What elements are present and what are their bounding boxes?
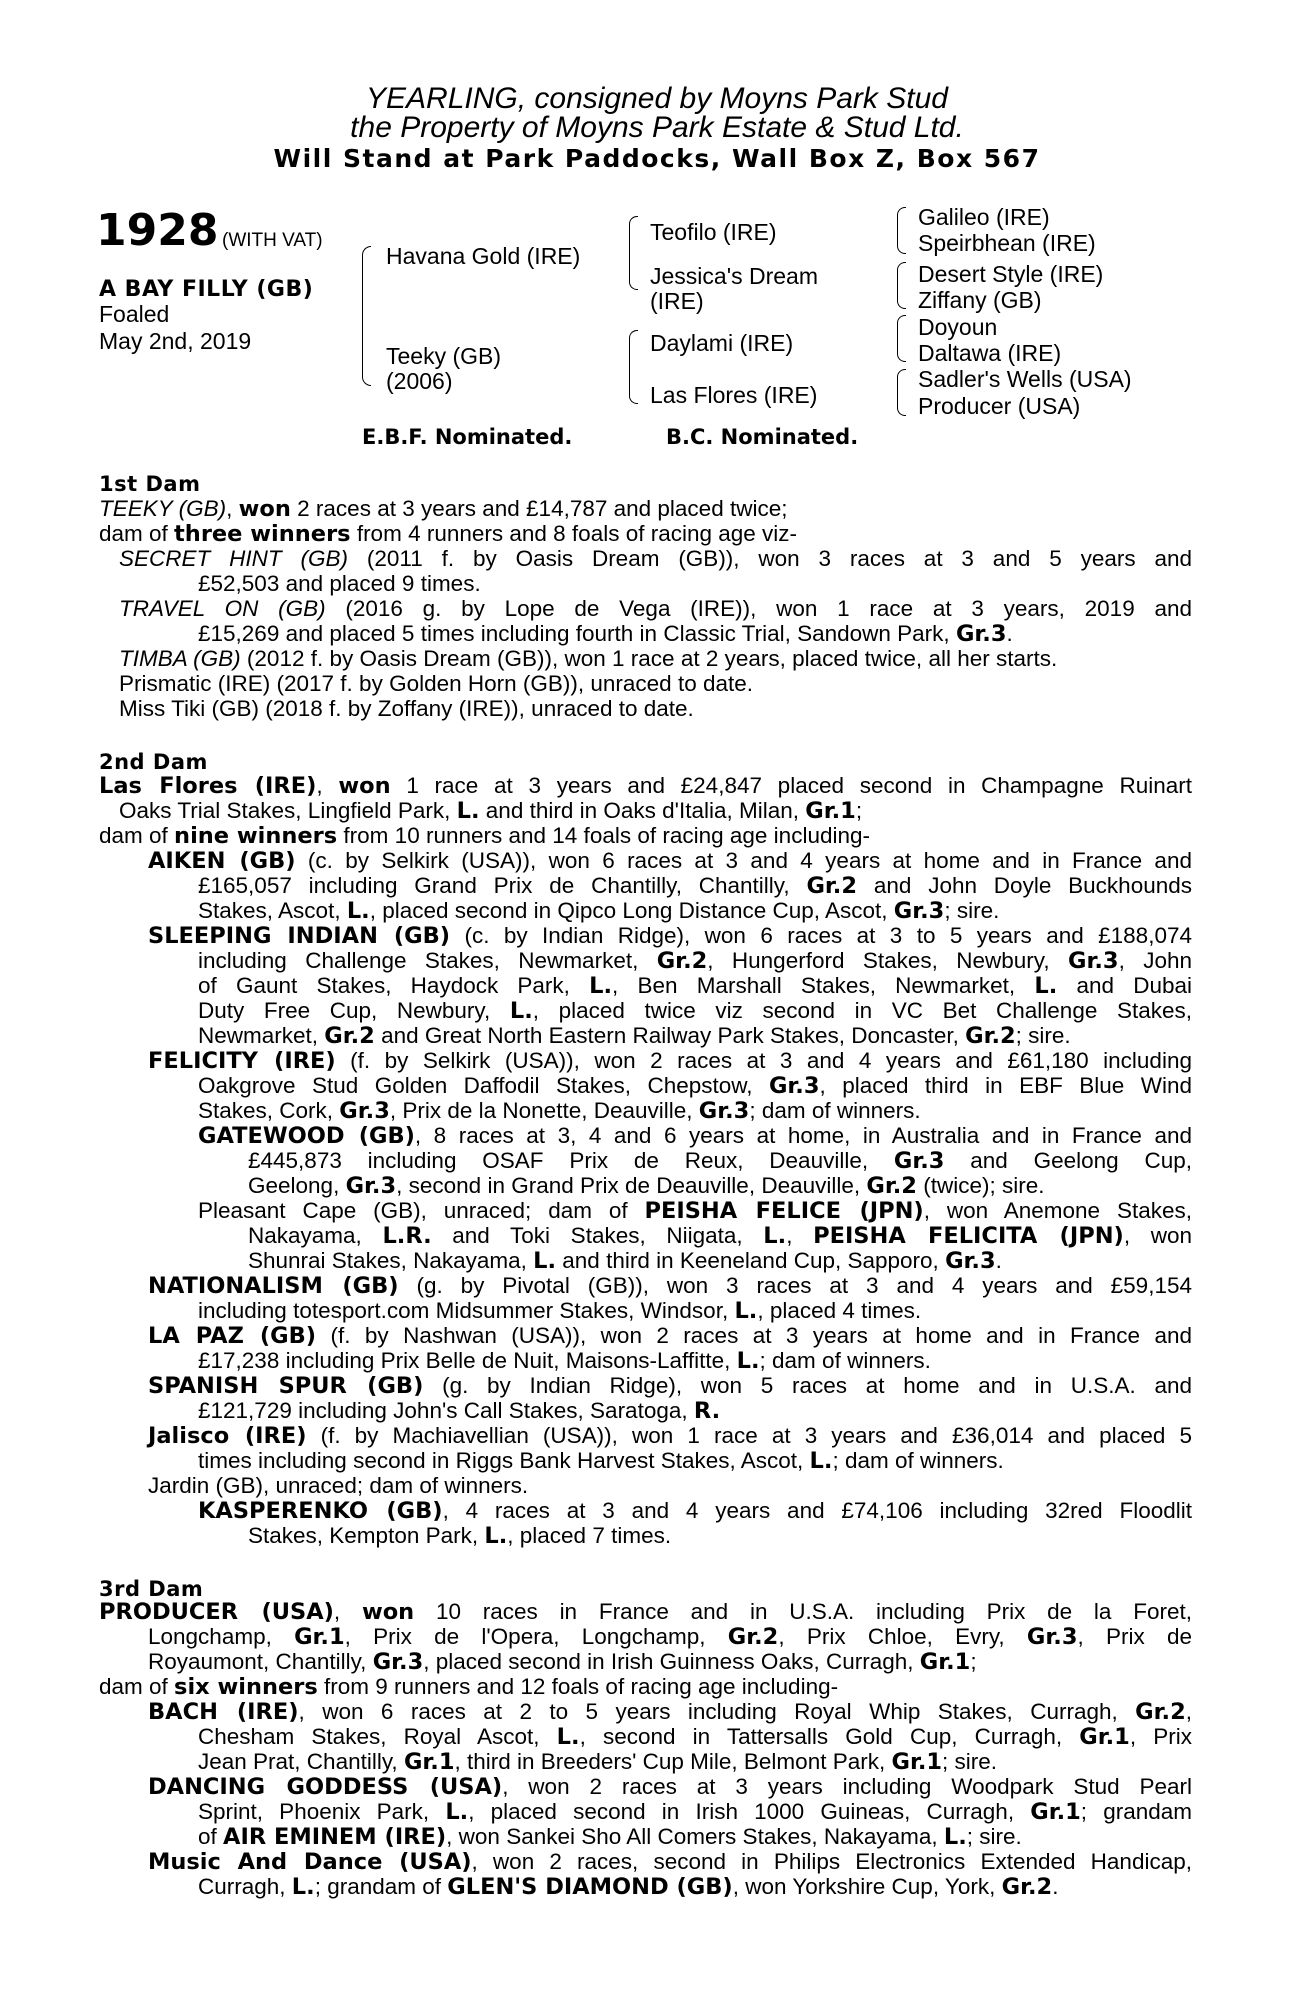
text-line [198,1498,1192,1524]
text-segment: Jardin (GB), unraced; dam of winners. [148,1473,529,1498]
text-line [148,1649,1192,1675]
text-segment: , second in Grand Prix de Deauville, Deauville, [396,1173,867,1198]
text-segment: from 4 runners and 8 foals of racing age viz- [350,521,798,546]
text-line [99,521,1192,547]
text-segment: , 8 races at 3, 4 and 6 years at home, in Australia and in France and [414,1123,1192,1148]
text-segment: , won Yorkshire Cup, York, [732,1874,1002,1899]
text-segment: . [995,1248,1002,1273]
text-segment: Stakes, Cork, [198,1098,340,1123]
text-segment: Gr.3 [1026,1624,1078,1650]
text-segment: L. [484,1523,508,1549]
text-line [198,873,1192,899]
text-segment: ; sire. [942,1749,998,1774]
text-line [99,773,1192,799]
text-segment: Duty Free Cup, Newbury, [198,998,510,1023]
text-line [119,696,1192,721]
property-line: the Property of Moyns Park Estate & Stud Ltd. [350,111,964,144]
text-segment: and Great North Eastern Railway Park Stakes, Doncaster, [374,1023,966,1048]
text-segment: Gr.3 [339,1098,390,1124]
text-segment: KASPERENKO (GB) [198,1498,443,1524]
dss-name: Doyoun [918,314,998,340]
pedigree-brace [897,315,906,362]
text-line [198,1073,1192,1099]
text-segment: ; grandam [1080,1799,1193,1824]
text-line [148,1048,1192,1074]
text-line [99,496,1192,522]
text-line [198,998,1192,1024]
text-segment: L. [346,898,370,924]
text-segment: and third in Keeneland Cup, Sapporo, [556,1248,946,1273]
text-segment: Music And Dance (USA) [148,1849,472,1875]
text-segment: ; sire. [1015,1023,1071,1048]
text-segment: , [226,496,239,521]
text-segment: ; [855,798,863,823]
text-segment: , placed second in Qipco Long Distance Cup, Ascot, [369,898,894,923]
bc-nominated: B.C. Nominated. [666,425,859,449]
text-segment: Gr.2 [1135,1699,1186,1725]
text-segment: ; dam of winners. [749,1098,921,1123]
text-segment: Pleasant Cape (GB), unraced; dam of [198,1198,645,1223]
text-segment: six winners [174,1674,318,1700]
dam-dam-name: Las Flores (IRE) [650,382,818,408]
text-line [119,646,1192,671]
text-line [148,1423,1192,1449]
text-segment: , won Anemone Stakes, [923,1198,1192,1223]
text-segment: Nakayama, [248,1223,383,1248]
text-segment: dam of [99,1674,175,1699]
text-segment: , Prix Chloe, Evry, [778,1624,1027,1649]
text-segment: NATIONALISM (GB) [148,1273,399,1299]
text-segment: and Dubai [1057,973,1192,998]
text-line [148,1699,1192,1725]
sire-dam-name: Jessica's Dream [650,263,818,289]
text-segment: TRAVEL ON (GB) [119,596,326,621]
text-segment: L. [736,1348,760,1374]
text-segment: £165,057 including Grand Prix de Chantilly, Chantilly, [198,873,807,898]
text-segment: LA PAZ (GB) [148,1323,317,1349]
text-segment: (2016 g. by Lope de Vega (IRE)), won 1 race at 3 years, 2019 and [325,596,1192,621]
text-segment: Oakgrove Stud Golden Daffodil Stakes, Chepstow, [198,1073,769,1098]
text-segment: , placed third in EBF Blue Wind [819,1073,1192,1098]
text-segment: Gr.2 [866,1173,917,1199]
text-line [99,823,1192,849]
text-segment: Gr.2 [965,1023,1016,1049]
text-segment: (f. by Machiavellian (USA)), won 1 race at 3 years and £36,014 and placed 5 [306,1423,1192,1448]
ddd-name: Producer (USA) [918,393,1081,419]
foaled-label: Foaled [99,301,170,327]
text-segment: Gr.3 [698,1098,750,1124]
text-segment: , Hungerford Stakes, Newbury, [707,948,1069,973]
dam-sire-name: Daylami (IRE) [650,330,794,356]
text-segment: L. [1034,973,1058,999]
text-line [198,1398,1192,1424]
text-segment: Gr.1 [919,1649,971,1675]
text-segment: Jalisco (IRE) [148,1423,307,1449]
text-segment: ; dam of winners. [759,1348,931,1373]
text-segment: and third in Oaks d'Italia, Milan, [479,798,806,823]
text-segment: , placed second in Irish 1000 Guineas, Curragh, [468,1799,1031,1824]
text-segment: and John Doyle Buckhounds [857,873,1192,898]
text-segment: L.R. [382,1223,432,1249]
text-segment: Chesham Stakes, Royal Ascot, [198,1724,557,1749]
text-segment: Stakes, Ascot, [198,898,347,923]
text-line [148,1849,1192,1875]
text-line [198,898,1192,924]
text-segment: L. [589,973,613,999]
text-line [148,1473,1192,1498]
text-segment: L. [533,1248,557,1274]
text-segment: Stakes, Kempton Park, [248,1523,485,1548]
consignor-line: YEARLING, consigned by Moyns Park Stud [366,82,948,115]
text-segment: , John [1118,948,1192,973]
text-line [248,1173,1192,1199]
text-segment: . [1006,621,1013,646]
ssd-name: Speirbhean (IRE) [918,230,1096,256]
text-line [148,1323,1192,1349]
text-line [119,546,1192,571]
text-segment: , 4 races at 3 and 4 years and £74,106 including 32red Floodlit [442,1498,1192,1523]
text-segment: Gr.3 [893,898,945,924]
text-segment: 2 races at 3 years and £14,787 and placed twice; [290,496,788,521]
text-segment: Longchamp, [148,1624,295,1649]
sdd-name: Ziffany (GB) [918,287,1042,313]
text-segment: PRODUCER (USA) [99,1599,334,1625]
text-segment: L. [809,1448,833,1474]
text-segment: times including second in Riggs Bank Harvest Stakes, Ascot, [198,1448,810,1473]
text-line [198,1123,1192,1149]
text-segment: Gr.1 [294,1624,345,1650]
text-segment: Gr.3 [893,1148,945,1174]
text-line [248,1148,1192,1174]
text-segment: (twice); sire. [916,1173,1045,1198]
text-line [198,1799,1192,1825]
text-segment: ; sire. [944,898,1000,923]
text-segment: (c. by Selkirk (USA)), won 6 races at 3 and 4 years at home and in France and [295,848,1192,873]
text-segment: Gr.1 [403,1749,455,1775]
text-segment: (f. by Nashwan (USA)), won 2 races at 3 years at home and in France and [316,1323,1192,1348]
text-segment: 10 races in France and in U.S.A. including Prix de la Foret, [414,1599,1192,1624]
text-segment: L. [291,1874,315,1900]
text-segment: dam of [99,823,175,848]
text-segment: Prismatic (IRE) (2017 f. by Golden Horn (GB)), unraced to date. [119,671,753,696]
text-line [198,1298,1192,1324]
text-segment: ; grandam of [314,1874,448,1899]
text-line [248,1248,1192,1274]
text-segment: Gr.3 [345,1173,397,1199]
text-segment: Newmarket, [198,1023,325,1048]
text-segment: , won [1123,1223,1192,1248]
text-line [119,596,1192,621]
text-segment: TIMBA (GB) [119,646,241,671]
text-line [198,948,1192,974]
text-segment: Gr.3 [945,1248,996,1274]
text-line [119,798,1192,824]
text-segment: three winners [174,521,351,547]
text-segment: £17,238 including Prix Belle de Nuit, Maisons-Laffitte, [198,1348,737,1373]
first-dam-heading: 1st Dam [99,472,201,496]
text-segment: FELICITY (IRE) [148,1048,336,1074]
text-line [198,1348,1192,1374]
text-segment: Jean Prat, Chantilly, [198,1749,404,1774]
text-line [198,1098,1192,1124]
sss-name: Galileo (IRE) [918,204,1050,230]
dam-year: (2006) [386,368,453,394]
text-segment: won [361,1599,415,1625]
text-line [198,973,1192,999]
text-segment: (c. by Indian Ridge), won 6 races at 3 to 5 years and £188,074 [450,923,1192,948]
text-segment: won [238,496,291,522]
text-segment: £121,729 including John's Call Stakes, Saratoga, [198,1398,694,1423]
text-segment: of Gaunt Stakes, Haydock Park, [198,973,590,998]
pedigree-brace [629,330,638,404]
pedigree-brace [362,246,371,386]
text-segment: Sprint, Phoenix Park, [198,1799,446,1824]
text-segment: SECRET HINT (GB) [119,546,348,571]
text-segment: PEISHA FELICITA (JPN) [813,1223,1124,1249]
text-segment: GLEN'S DIAMOND (GB) [447,1874,733,1900]
text-segment: 1 race at 3 years and £24,847 placed second in Champagne Ruinart [390,773,1192,798]
text-line [198,621,1192,647]
vat-label: (WITH VAT) [222,230,323,251]
pedigree-brace [629,216,638,290]
text-segment: including Challenge Stakes, Newmarket, [198,948,657,973]
text-segment: Shunrai Stakes, Nakayama, [248,1248,534,1273]
text-segment: , placed twice viz second in VC Bet Challenge Stakes, [532,998,1192,1023]
text-line [148,1624,1192,1650]
text-segment: (2012 f. by Oasis Dream (GB)), won 1 race at 2 years, placed twice, all her starts. [240,646,1058,671]
text-segment: , placed 4 times. [757,1298,922,1323]
text-segment: ; sire. [966,1824,1022,1849]
text-line [248,1223,1192,1249]
text-segment: TEEKY (GB) [99,496,227,521]
text-segment: Gr.1 [1030,1799,1081,1825]
text-segment: Gr.3 [955,621,1007,647]
text-segment: , [786,1223,814,1248]
text-segment: including totesport.com Midsummer Stakes, Windsor, [198,1298,735,1323]
text-line [148,848,1192,874]
text-line [148,1774,1192,1800]
text-segment: Las Flores (IRE) [99,773,317,799]
text-segment: Gr.1 [805,798,856,824]
text-segment: , Prix de la Nonette, Deauville, [389,1098,699,1123]
text-segment: , won Sankei Sho All Comers Stakes, Nakayama, [446,1824,944,1849]
text-segment: L. [763,1223,787,1249]
text-segment: , placed second in Irish Guinness Oaks, Curragh, [423,1649,920,1674]
text-segment: , [316,773,339,798]
text-segment: of [198,1824,224,1849]
text-segment: (f. by Selkirk (USA)), won 2 races at 3 and 4 years and £61,180 including [335,1048,1192,1073]
text-line [99,1599,1192,1625]
text-segment: L. [456,798,480,824]
text-segment: , Prix [1129,1724,1192,1749]
text-segment: Gr.3 [1068,948,1119,974]
dsd-name: Daltawa (IRE) [918,340,1062,366]
pedigree-brace [897,262,906,309]
sds-name: Desert Style (IRE) [918,261,1104,287]
pedigree-brace [897,369,906,416]
text-segment: , Prix de [1077,1624,1192,1649]
text-segment: GATEWOOD (GB) [198,1123,415,1149]
text-segment: (2011 f. by Oasis Dream (GB)), won 3 races at 3 and 5 years and [347,546,1192,571]
text-segment: £52,503 and placed 9 times. [198,571,481,596]
text-segment: , won 6 races at 2 to 5 years including Royal Whip Stakes, Curragh, [298,1699,1136,1724]
foaled-date: May 2nd, 2019 [99,328,252,354]
text-segment: (g. by Pivotal (GB)), won 3 races at 3 and 4 years and £59,154 [398,1273,1192,1298]
text-segment: Gr.2 [1001,1874,1053,1900]
text-segment: , [1185,1699,1192,1724]
text-segment: L. [556,1724,580,1750]
lot-title: A BAY FILLY (GB) [99,277,314,302]
text-segment: nine winners [174,823,338,849]
dam-name: Teeky (GB) [386,343,502,369]
text-segment: and Toki Stakes, Niigata, [431,1223,764,1248]
text-segment: Royaumont, Chantilly, [148,1649,373,1674]
text-segment: Miss Tiki (GB) (2018 f. by Zoffany (IRE)), unraced to date. [119,696,694,721]
text-segment: , second in Tattersalls Gold Cup, Curragh, [579,1724,1080,1749]
text-segment: from 10 runners and 14 foals of racing age including- [337,823,870,848]
text-segment: from 9 runners and 12 foals of racing age including- [317,1674,839,1699]
text-segment: £445,873 including OSAF Prix de Reux, Deauville, [248,1148,894,1173]
text-segment: Geelong, [248,1173,346,1198]
text-segment: SPANISH SPUR (GB) [148,1373,424,1399]
text-segment: Gr.2 [806,873,858,899]
dds-name: Sadler's Wells (USA) [918,366,1132,392]
text-line [198,1023,1192,1049]
lot-number: 1928 [96,205,219,256]
text-segment: , won 2 races at 3 years including Woodpark Stud Pearl [502,1774,1192,1799]
text-line [198,1448,1192,1474]
third-dam-heading: 3rd Dam [99,1577,204,1601]
text-line [119,671,1192,696]
text-segment: Gr.2 [656,948,708,974]
sire-dam-suffix: (IRE) [650,288,704,314]
text-segment: Gr.2 [324,1023,375,1049]
text-segment: . [1052,1874,1059,1899]
text-segment: AIKEN (GB) [148,848,296,874]
text-segment: Gr.1 [891,1749,943,1775]
text-segment: AIR EMINEM (IRE) [223,1824,447,1850]
sire-name: Havana Gold (IRE) [386,243,581,269]
text-segment: Curragh, [198,1874,292,1899]
text-segment: L. [445,1799,469,1825]
text-segment: ; [970,1649,977,1674]
text-segment: and Geelong Cup, [944,1148,1192,1173]
text-segment: , Ben Marshall Stakes, Newmarket, [612,973,1035,998]
text-line [198,1874,1192,1900]
text-line [198,1724,1192,1750]
text-line [99,1674,1192,1700]
second-dam-heading: 2nd Dam [99,750,208,774]
text-segment: DANCING GODDESS (USA) [148,1774,503,1800]
text-segment: £15,269 and placed 5 times including fourth in Classic Trial, Sandown Park, [198,621,956,646]
text-segment: SLEEPING INDIAN (GB) [148,923,451,949]
text-segment: Oaks Trial Stakes, Lingfield Park, [119,798,457,823]
text-line [248,1523,1192,1549]
text-line [148,923,1192,949]
text-segment: Gr.2 [727,1624,779,1650]
sire-sire-name: Teofilo (IRE) [650,219,777,245]
text-segment: , won 2 races, second in Philips Electronics Extended Handicap, [471,1849,1192,1874]
text-segment: R. [693,1398,721,1424]
text-segment: , placed 7 times. [507,1523,672,1548]
text-segment: L. [509,998,533,1024]
text-segment: PEISHA FELICE (JPN) [644,1198,924,1224]
text-line [148,1373,1192,1399]
text-line [148,1273,1192,1299]
text-segment: (g. by Indian Ridge), won 5 races at home and in U.S.A. and [423,1373,1192,1398]
text-segment: ; dam of winners. [832,1448,1004,1473]
text-segment: BACH (IRE) [148,1699,299,1725]
text-segment: won [338,773,391,799]
text-segment: , third in Breeders' Cup Mile, Belmont Park, [454,1749,892,1774]
text-segment: L. [734,1298,758,1324]
pedigree-brace [897,207,906,254]
text-line [198,571,1192,596]
text-segment: Gr.3 [372,1649,424,1675]
stand-location-line: Will Stand at Park Paddocks, Wall Box Z, Box 567 [273,144,1041,173]
text-segment: Gr.3 [768,1073,820,1099]
text-line [198,1198,1192,1224]
text-line [198,1749,1192,1775]
text-segment: dam of [99,521,175,546]
text-segment: , [333,1599,362,1624]
text-line [198,1824,1192,1850]
ebf-nominated: E.B.F. Nominated. [362,425,573,449]
text-segment: L. [943,1824,967,1850]
text-segment: Gr.1 [1079,1724,1130,1750]
text-segment: , Prix de l'Opera, Longchamp, [344,1624,728,1649]
